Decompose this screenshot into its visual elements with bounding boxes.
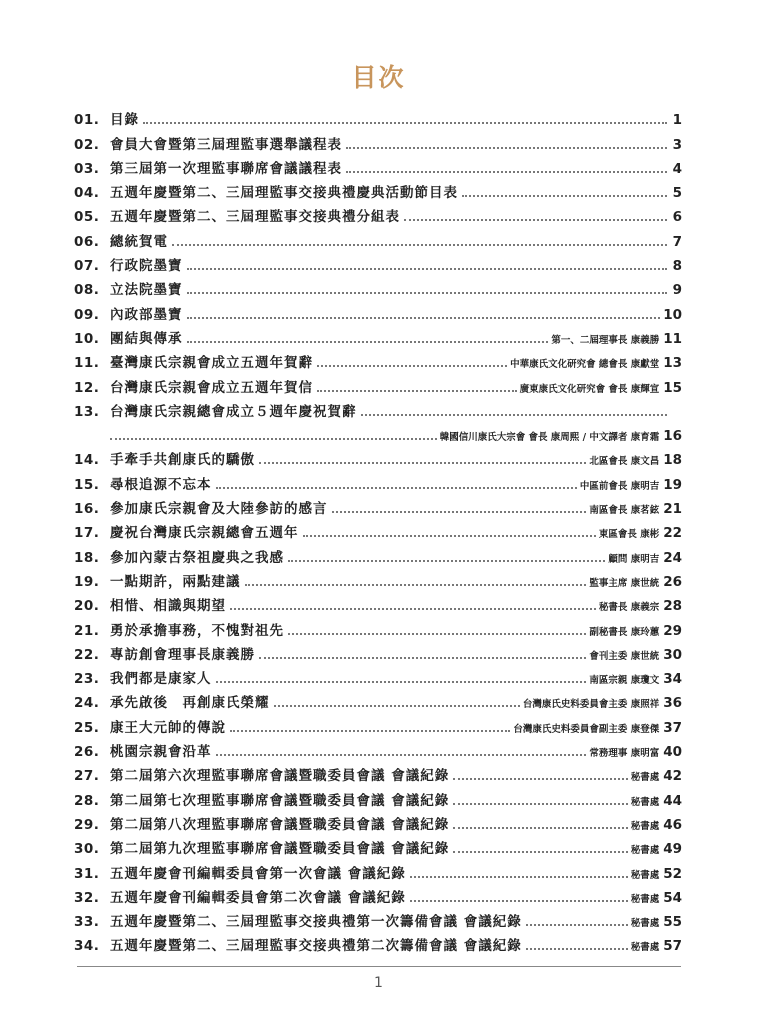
toc-entry-title: 參加康氏宗親會及大陸參訪的感言 [110,501,328,518]
toc-entry-title: 第二屆第七次理監事聯席會議暨職委員會議 會議紀錄 [110,792,450,809]
dot-leader [288,560,605,562]
toc-entry-title: 台灣康氏宗親總會成立５週年慶祝賀辭 [110,403,357,420]
toc-entry-author: 秘書處 [630,796,660,808]
toc-entry-number: 26. [74,744,100,761]
dot-leader [187,292,668,294]
toc-entry-title: 第二屆第六次理監事聯席會議暨職委員會議 會議紀錄 [110,768,450,785]
toc-entry-page: 5 [672,185,682,202]
dot-leader [230,608,596,610]
toc-entry-number: 09. [74,306,100,323]
toc-entry-number: 31. [74,865,100,882]
dot-leader [245,584,587,586]
toc-entry-title: 五週年慶暨第二、三屆理監事交接典禮第二次籌備會議 會議紀錄 [110,938,522,955]
footer-divider [77,966,681,967]
dot-leader [187,341,549,343]
dot-leader [288,633,586,635]
toc-entry-page: 7 [672,233,682,250]
toc-entry-number: 01. [74,112,100,129]
toc-entry-author: 北區會長 康文昌 [589,456,660,468]
toc-entry-page: 52 [663,865,682,882]
toc-entry-number: 23. [74,671,100,688]
toc-entry-page: 42 [663,768,682,785]
toc-entry-number: 03. [74,160,100,177]
toc-entry-page: 29 [663,622,682,639]
toc-entry-page: 8 [672,258,682,275]
dot-leader [317,365,507,367]
toc-entry-number: 13. [74,403,100,420]
toc-entry-author: 廣東康氏文化研究會 會長 康輝宣 [519,383,660,395]
toc-entry-title: 我們都是康家人 [110,671,212,688]
toc-entry-number: 08. [74,282,100,299]
dot-leader [230,730,510,732]
toc-entry-number: 34. [74,938,100,955]
toc-entry [74,298,682,322]
toc-entry [74,323,682,347]
dot-leader [332,511,587,513]
toc-entry [74,250,682,274]
toc-entry-title: 參加內蒙古祭祖慶典之我感 [110,549,284,566]
toc-entry [74,396,682,420]
dot-leader [526,924,628,926]
dot-leader [410,900,628,902]
dot-leader [410,876,628,878]
toc-entry-number: 14. [74,452,100,469]
toc-entry-author: 東區會長 康彬 [598,529,660,541]
toc-entry-number: 21. [74,622,100,639]
toc-entry-number: 28. [74,792,100,809]
dot-leader [346,171,667,173]
toc-entry-number: 32. [74,889,100,906]
toc-entry-author: 秘書處 [630,942,660,954]
toc-entry [74,711,682,735]
toc-entry-page: 22 [663,525,682,542]
toc-entry-title: 康王大元帥的傳說 [110,719,226,736]
toc-entry-title: 尋根追源不忘本 [110,476,212,493]
toc-entry-page: 36 [663,695,682,712]
dot-leader [187,268,668,270]
toc-entry-page: 30 [663,646,682,663]
toc-entry-number: 24. [74,695,100,712]
toc-entry-number: 15. [74,476,100,493]
dot-leader [143,122,667,124]
toc-entry-page: 13 [663,355,682,372]
toc-entry-page: 40 [663,744,682,761]
toc-entry [74,104,682,128]
toc-entry [74,906,682,930]
toc-entry [74,444,682,468]
toc-entry-title: 團結與傳承 [110,330,183,347]
toc-entry-page: 37 [663,719,682,736]
toc-entry-author: 秘書處 [630,845,660,857]
toc-entry [74,930,682,954]
toc-entry [74,371,682,395]
toc-entry [74,687,682,711]
toc-entry-page: 26 [663,573,682,590]
dot-leader [317,390,517,392]
dot-leader [453,778,627,780]
dot-leader [303,535,596,537]
toc-entry-author: 秘書長 康義宗 [598,602,660,614]
dot-leader [274,705,520,707]
toc-entry-number: 17. [74,525,100,542]
toc-entry-author: 中區前會長 康明吉 [579,480,660,492]
toc-entry-page: 44 [663,792,682,809]
toc-entry-number: 22. [74,646,100,663]
toc-entry-page: 3 [672,136,682,153]
toc-entry-number: 25. [74,719,100,736]
dot-leader [526,948,628,950]
toc-entry-number: 27. [74,768,100,785]
toc-entry-title: 總統賀電 [110,233,168,250]
toc-entry [74,833,682,857]
toc-entry-author: 台灣康氏史料委員會主委 康照祥 [522,699,660,711]
dot-leader [216,681,587,683]
toc-entry-number: 11. [74,355,100,372]
toc-entry-page: 24 [663,549,682,566]
toc-entry-title: 手牽手共創康氏的驕傲 [110,452,255,469]
toc-entry-author: 常務理事 康明富 [589,748,660,760]
toc-entry-title: 會員大會暨第三屆理監事選舉議程表 [110,136,342,153]
toc-entry [74,177,682,201]
toc-entry-author: 第一、二屆理事長 康義勝 [551,334,660,346]
toc-entry-title: 第三屆第一次理監事聯席會議議程表 [110,160,342,177]
toc-entry [74,153,682,177]
toc-entry [74,493,682,517]
toc-entry [74,760,682,784]
toc-entry-number: 29. [74,816,100,833]
toc-entry-page: 49 [663,841,682,858]
toc-entry-title: 第二屆第九次理監事聯席會議暨職委員會議 會議紀錄 [110,841,450,858]
toc-entry [74,784,682,808]
dot-leader [259,462,586,464]
toc-entry-number: 19. [74,573,100,590]
toc-entry-number: 16. [74,501,100,518]
toc-entry-title: 一點期許，兩點建議 [110,573,241,590]
toc-entry [74,663,682,687]
toc-entry-number: 10. [74,330,100,347]
toc-entry-number: 05. [74,209,100,226]
toc-entry-title: 勇於承擔事務，不愧對祖先 [110,622,284,639]
toc-entry-title: 五週年慶暨第二、三屆理監事交接典禮慶典活動節目表 [110,185,458,202]
toc-entry-author: 秘書處 [630,869,660,881]
dot-leader [453,851,627,853]
toc-entry-title: 內政部墨寶 [110,306,183,323]
toc-entry-number: 07. [74,258,100,275]
toc-entry [74,225,682,249]
toc-entry-page: 54 [663,889,682,906]
toc-entry-number: 18. [74,549,100,566]
toc-entry-title: 五週年慶會刊編輯委員會第一次會議 會議紀錄 [110,865,406,882]
dot-leader [259,657,586,659]
dot-leader [110,438,437,440]
dot-leader [462,195,667,197]
toc-entry-page: 15 [663,379,682,396]
dot-leader [187,317,661,319]
toc-entry [74,420,682,444]
dot-leader [404,219,667,221]
toc-entry-page: 46 [663,816,682,833]
toc-entry [74,857,682,881]
dot-leader [453,827,627,829]
toc-entry-author: 秘書處 [630,772,660,784]
toc-entry [74,541,682,565]
toc-entry-page: 9 [672,282,682,299]
toc-entry-page: 4 [672,160,682,177]
toc-entry-author: 顧問 康明吉 [608,553,660,565]
toc-entry-author: 台灣康氏史料委員會副主委 康登傑 [513,723,660,735]
toc-entry [74,639,682,663]
toc-entry [74,347,682,371]
toc-entry-page: 10 [663,306,682,323]
toc-entry-page: 18 [663,452,682,469]
dot-leader [346,147,667,149]
toc-entry [74,468,682,492]
toc-entry-number: 12. [74,379,100,396]
toc-entry-title: 五週年慶暨第二、三屆理監事交接典禮第一次籌備會議 會議紀錄 [110,914,522,931]
toc-entry-author: 中華康氏文化研究會 總會長 康獻堂 [510,359,660,371]
toc-entry-page: 19 [663,476,682,493]
toc-entry [74,566,682,590]
toc-entry-title: 目錄 [110,112,139,129]
toc-entry [74,128,682,152]
toc-entry [74,590,682,614]
toc-entry-author: 韓國信川康氏大宗會 會長 康周熙 / 中文譯者 康育霜 [439,432,660,444]
toc-entry-number: 02. [74,136,100,153]
toc-entry-title: 慶祝台灣康氏宗親總會五週年 [110,525,299,542]
page-number: 1 [374,975,383,991]
toc-entry-title: 第二屆第八次理監事聯席會議暨職委員會議 會議紀錄 [110,816,450,833]
toc-entry [74,614,682,638]
toc-entry-page: 55 [663,914,682,931]
toc-entry-number: 04. [74,185,100,202]
page-title: 目次 [351,63,406,92]
toc-entry-title: 台灣康氏宗親會成立五週年賀信 [110,379,313,396]
toc-entry-author: 秘書處 [630,820,660,832]
toc-entry-page: 6 [672,209,682,226]
toc-entry-author: 秘書處 [630,893,660,905]
table-of-contents [74,104,682,954]
toc-entry-author: 監事主席 康世統 [589,577,660,589]
toc-entry-number: 06. [74,233,100,250]
toc-entry-title: 立法院墨寶 [110,282,183,299]
dot-leader [216,487,577,489]
toc-entry-number: 20. [74,598,100,615]
dot-leader [453,803,627,805]
dot-leader [172,244,667,246]
toc-entry-number: 33. [74,914,100,931]
toc-entry-title: 專訪創會理事長康義勝 [110,646,255,663]
toc-entry-author: 南區宗親 康瓊文 [589,675,660,687]
toc-entry-title: 臺灣康氏宗親會成立五週年賀辭 [110,355,313,372]
toc-entry-page: 11 [663,330,682,347]
toc-entry-page: 21 [663,501,682,518]
toc-entry [74,201,682,225]
toc-entry [74,517,682,541]
toc-entry-page: 28 [663,598,682,615]
toc-entry-title: 承先啟後 再創康氏榮耀 [110,695,270,712]
toc-entry [74,882,682,906]
toc-entry-title: 桃園宗親會沿革 [110,744,212,761]
toc-entry-author: 副秘書長 康玲蕙 [589,626,660,638]
toc-entry-page: 34 [663,671,682,688]
toc-entry-author: 南區會長 康茗鉉 [589,505,660,517]
dot-leader [216,754,587,756]
toc-entry [74,736,682,760]
toc-entry-author: 會刊主委 康世統 [589,650,660,662]
dot-leader [361,414,668,416]
toc-entry [74,274,682,298]
toc-entry-title: 相惜、相識與期望 [110,598,226,615]
toc-entry-page: 1 [672,112,682,129]
toc-entry-author: 秘書處 [630,918,660,930]
toc-entry-title: 五週年慶暨第二、三屆理監事交接典禮分組表 [110,209,400,226]
toc-entry-number: 30. [74,841,100,858]
toc-entry-title: 行政院墨寶 [110,258,183,275]
toc-entry-title: 五週年慶會刊編輯委員會第二次會議 會議紀錄 [110,889,406,906]
toc-entry-page: 57 [663,938,682,955]
toc-entry-page: 16 [663,428,682,445]
toc-entry [74,809,682,833]
